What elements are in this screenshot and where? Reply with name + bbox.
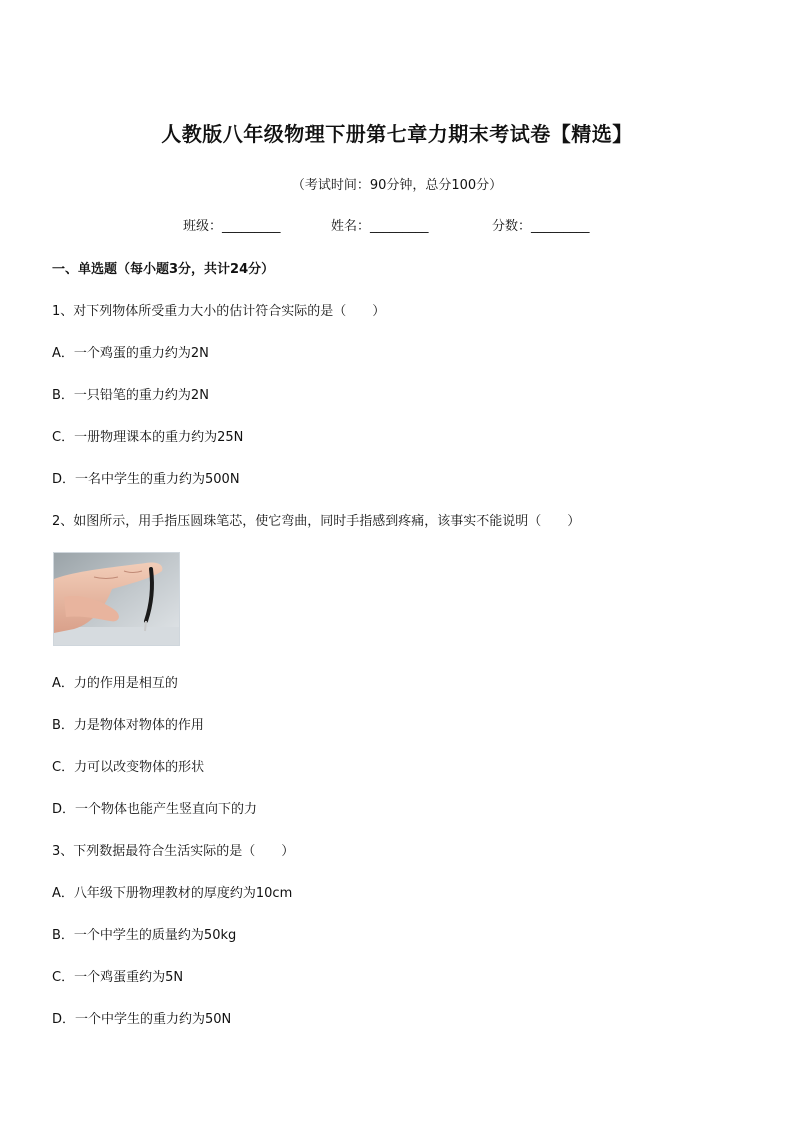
question-1-option-b: B．一只铅笔的重力约为2N — [52, 388, 209, 403]
question-1-option-a: A．一个鸡蛋的重力约为2N — [52, 346, 209, 361]
question-2-option-c: C．力可以改变物体的形状 — [52, 760, 205, 775]
question-2-option-d: D．一个物体也能产生竖直向下的力 — [52, 802, 258, 817]
question-2-option-a: A．力的作用是相互的 — [52, 676, 178, 691]
question-3-option-c: C．一个鸡蛋重约为5N — [52, 970, 184, 985]
score-field: 分数：_________ — [492, 219, 590, 234]
question-3-option-d: D．一个中学生的重力约为50N — [52, 1012, 232, 1027]
question-3-stem: 3、下列数据最符合生活实际的是（ ） — [52, 844, 295, 859]
question-2-option-b: B．力是物体对物体的作用 — [52, 718, 204, 733]
finger-pressing-pen-refill-photo — [53, 552, 180, 646]
question-3-option-a: A．八年级下册物理教材的厚度约为10cm — [52, 886, 293, 901]
exam-subtitle: （考试时间：90分钟，总分100分） — [291, 178, 503, 193]
question-2-stem: 2、如图所示，用手指压圆珠笔芯，使它弯曲，同时手指感到疼痛，该事实不能说明（ ） — [52, 514, 581, 529]
question-1-option-c: C．一册物理课本的重力约为25N — [52, 430, 244, 445]
name-field: 姓名：_________ — [331, 219, 429, 234]
section-heading: 一、单选题（每小题3分，共计24分） — [52, 262, 275, 277]
question-1-option-d: D．一名中学生的重力约为500N — [52, 472, 240, 487]
question-3-option-b: B．一个中学生的质量约为50kg — [52, 928, 237, 943]
exam-title: 人教版八年级物理下册第七章力期末考试卷【精选】 — [161, 122, 633, 146]
question-1-stem: 1、对下列物体所受重力大小的估计符合实际的是（ ） — [52, 304, 386, 319]
class-field: 班级：_________ — [183, 219, 281, 234]
